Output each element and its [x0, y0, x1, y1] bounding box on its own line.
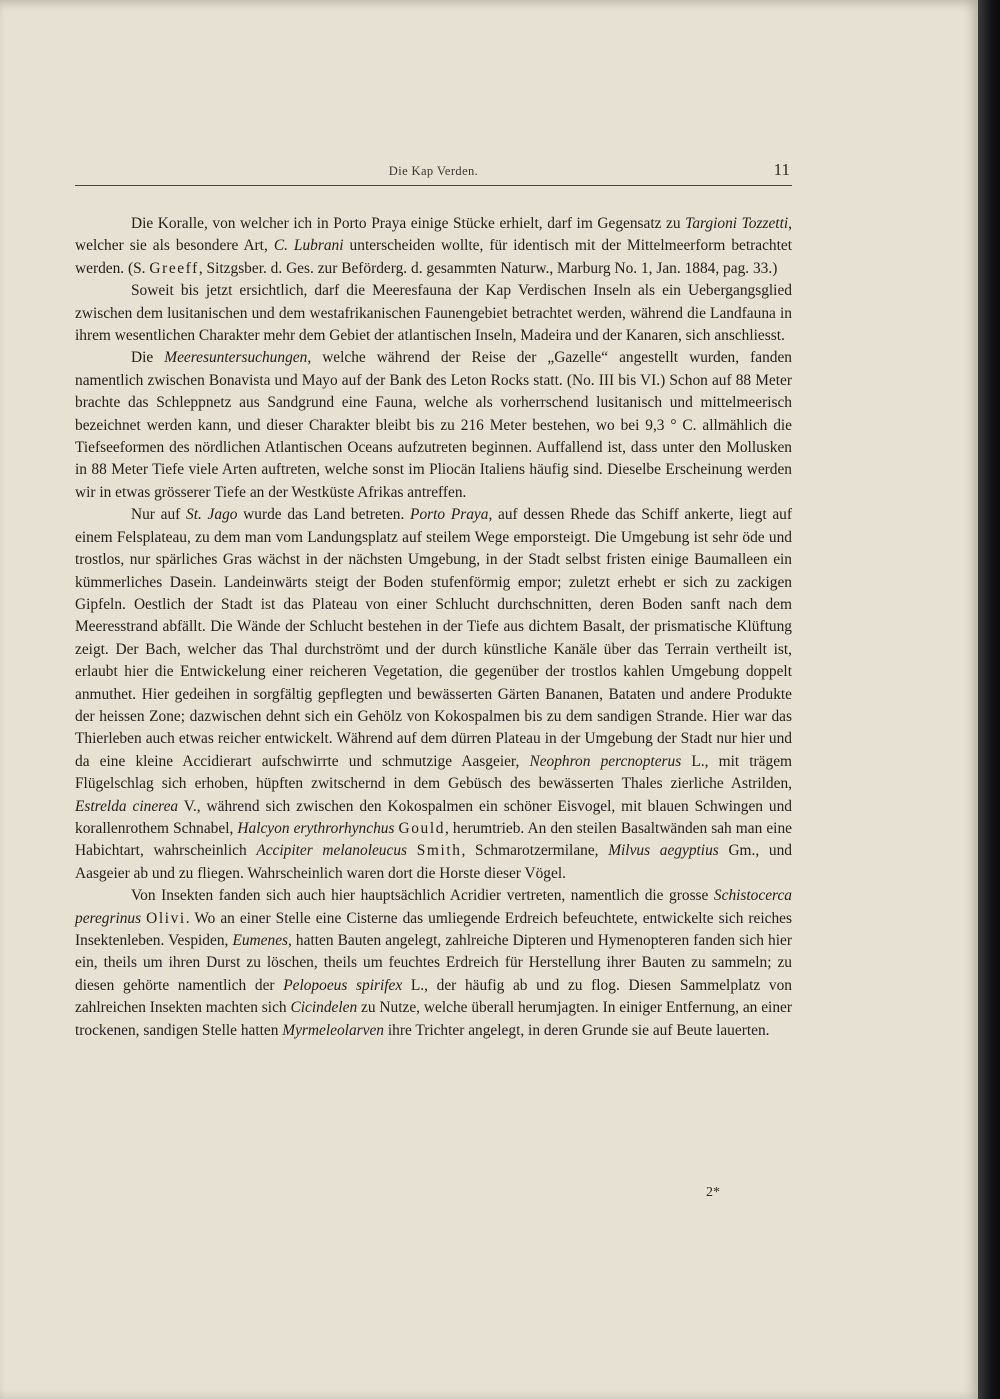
- text-run: Von Insekten fanden sich auch hier hauptsächlich Acridier vertreten, namentlich die grosse: [131, 887, 714, 905]
- text-run: Gm., und Aasgeier ab und zu fliegen. Wahrscheinlich waren dort die Horste dieser Vögel.: [75, 842, 792, 882]
- italic-term: Accipiter melanoleucus: [256, 842, 408, 860]
- text-run: , Schmarotzermilane,: [461, 842, 609, 860]
- italic-term: Myrmeleolarven: [282, 1021, 384, 1039]
- text-run: Die Koralle, von welcher ich in Porto Praya einige Stücke erhielt, darf im Gegensatz zu: [131, 215, 686, 232]
- text-run: , auf dessen Rhede das Schiff ankerte, liegt auf einem Felsplateau, zu dem man vom Landungsplatz auf steilem Wege emporsteigt. Die Umgebung ist sehr öde und trostlos, nur spärliches Gras wächst in der nächsten Umgebung, in der Stadt selbst fristen einige Baumalleen ein kümmerliches Dasein. Landeinwärts steigt der Boden stufenförmig empor; zuletzt erhebt er sich zu zackigen Gipfeln. Oestlich der Stadt ist das Plateau von einer Schlucht durchschnitten, deren Boden sanft nach dem Meeresstrand abfällt. Die Wände der Schlucht bestehen in der Tiefe aus dichtem Basalt, der prismatische Klüftung zeigt. Der Bach, welcher das Thal durchströmt und der durch künstliche Kanäle über das Terrain vertheilt ist, erlaubt hier die Entwickelung einer reicheren Vegetation, die gegenüber der trostlos kahlen Umgebung doppelt anmuthet. Hier gedeihen in sorgfältig gepflegten und bewässerten Gärten Bananen, Bataten und andere Produkte der heissen Zone; dazwischen dehnt sich ein Gehölz von Kokospalmen bis zu dem sandigen Strande. Hier war das Thierleben auch etwas reicher entwickelt. Während auf dem dürren Plateau in der Umgebung der Stadt nur hier und da eine kleine Accidierart aufschwirrte und schmutzige Aasgeier,: [75, 506, 792, 770]
- body-text: [75, 213, 792, 1042]
- paragraph: [75, 885, 792, 1042]
- italic-term: Schistocerca peregrinus: [75, 887, 792, 927]
- italic-term: Porto Praya: [410, 506, 489, 524]
- text-run: unterscheiden wollte, für identisch mit der Mittelmeerform betrachtet werden. (S.: [75, 237, 792, 277]
- text-run: V., während sich zwischen den Kokospalmen ein schöner Eisvogel, mit blauen Schwingen und korallenrothem Schnabel,: [75, 797, 792, 837]
- text-run: [407, 842, 417, 859]
- text-run: L., der häufig ab und zu flog. Diesen Sammelplatz von zahlreichen Insekten machten sich: [75, 976, 793, 1017]
- italic-term: Neophron percnopterus: [529, 752, 682, 770]
- italic-term: Targioni Tozzetti: [685, 215, 789, 232]
- paragraph: [75, 213, 792, 280]
- text-run: Nur auf: [131, 506, 187, 524]
- text-run: , Sitzgsber. d. Ges. zur Beförderg. d. gesammten Naturw., Marburg No. 1, Jan. 1884, pag. 33.): [198, 259, 778, 277]
- paragraph: [75, 347, 792, 504]
- page-header: [75, 160, 792, 186]
- italic-term: Estrelda cinerea: [75, 797, 179, 815]
- paragraph: [75, 504, 792, 885]
- italic-term: Cicindelen: [290, 999, 358, 1017]
- text-run: , welche während der Reise der „Gazelle“ angestellt wurden, fanden namentlich zwischen Bonavista und Mayo auf der Bank des Leton Rocks statt. (No. III bis VI.) Schon auf 88 Meter brachte das Schleppnetz aus Sandgrund eine Fauna, welche als vorherrschend lusitanisch und mittelmeerisch bezeichnet werden kann, und dieser Charakter bleibt bis zu 216 Meter bestehen, wo bei 9,3 ° C. allmählich die Tiefseeformen des nördlichen Atlantischen Oceans aufzutreten beginnen. Auffallend ist, dass unter den Mollusken in 88 Meter Tiefe viele Arten auftreten, welche sonst im Pliocän Italiens häufig sind. Dieselbe Erscheinung werden wir in etwas grösserer Tiefe an der Westküste Afrikas antreffen.: [75, 349, 792, 501]
- text-run: L., mit trägem Flügelschlag sich erhoben, hüpften zwitschernd in dem Gebüsch des bewässerten Thales zierliche Astrilden,: [75, 752, 792, 793]
- spaced-name: Greeff: [149, 259, 199, 277]
- italic-term: Milvus aegyptius: [608, 842, 719, 860]
- italic-term: Eumenes: [232, 932, 289, 949]
- book-spine: [978, 0, 1000, 1399]
- text-run: zu Nutze, welche überall herumjagten. In einiger Entfernung, an einer trockenen, sandigen Stelle hatten: [75, 999, 792, 1039]
- text-run: Soweit bis jetzt ersichtlich, darf die Meeresfauna der Kap Verdischen Inseln als ein Uebergangsglied zwischen dem lusitanischen und dem westafrikanischen Faunengebiet betrachtet werden, während die Landfauna in ihrem wesentlichen Charakter mehr dem Gebiet der atlantischen Inseln, Madeira und der Kanaren, sich anschliesst.: [75, 282, 792, 345]
- italic-term: Pelopoeus spirifex: [283, 976, 403, 994]
- italic-term: St. Jago: [186, 506, 238, 524]
- text-run: , herumtrieb. An den steilen Basaltwänden sah man eine Habichtart, wahrscheinlich: [75, 819, 792, 860]
- spaced-name: Smith: [416, 842, 462, 860]
- text-run: , welcher sie als besondere Art,: [75, 215, 792, 255]
- italic-term: Meeresuntersuchungen: [164, 349, 308, 367]
- spaced-name: Olivi: [146, 909, 186, 927]
- italic-term: Halcyon erythrorhynchus: [237, 819, 395, 837]
- spaced-name: Gould: [398, 819, 446, 837]
- text-run: , hatten Bauten angelegt, zahlreiche Dipteren und Hymenopteren fanden sich hier ein, theils um ihren Durst zu löschen, theils um feuchtes Erdreich für Herstellung ihrer Bauten zu sammeln; zu diesen gehörte namentlich der: [75, 932, 792, 994]
- page-number: 11: [773, 160, 790, 179]
- header-rule: [75, 185, 792, 186]
- italic-term: C. Lubrani: [273, 237, 344, 255]
- paragraph: [75, 280, 792, 347]
- signature-mark: 2*: [706, 1185, 720, 1200]
- text-run: . Wo an einer Stelle eine Cisterne das umliegende Erdreich befeuchtete, entwickelte sich reiches Insektenleben. Vespiden,: [75, 909, 792, 949]
- running-title: Die Kap Verden.: [388, 164, 479, 178]
- text-run: ihre Trichter angelegt, in deren Grunde sie auf Beute lauerten.: [384, 1021, 770, 1039]
- text-run: wurde das Land betreten.: [237, 506, 411, 524]
- text-run: Die: [131, 349, 165, 367]
